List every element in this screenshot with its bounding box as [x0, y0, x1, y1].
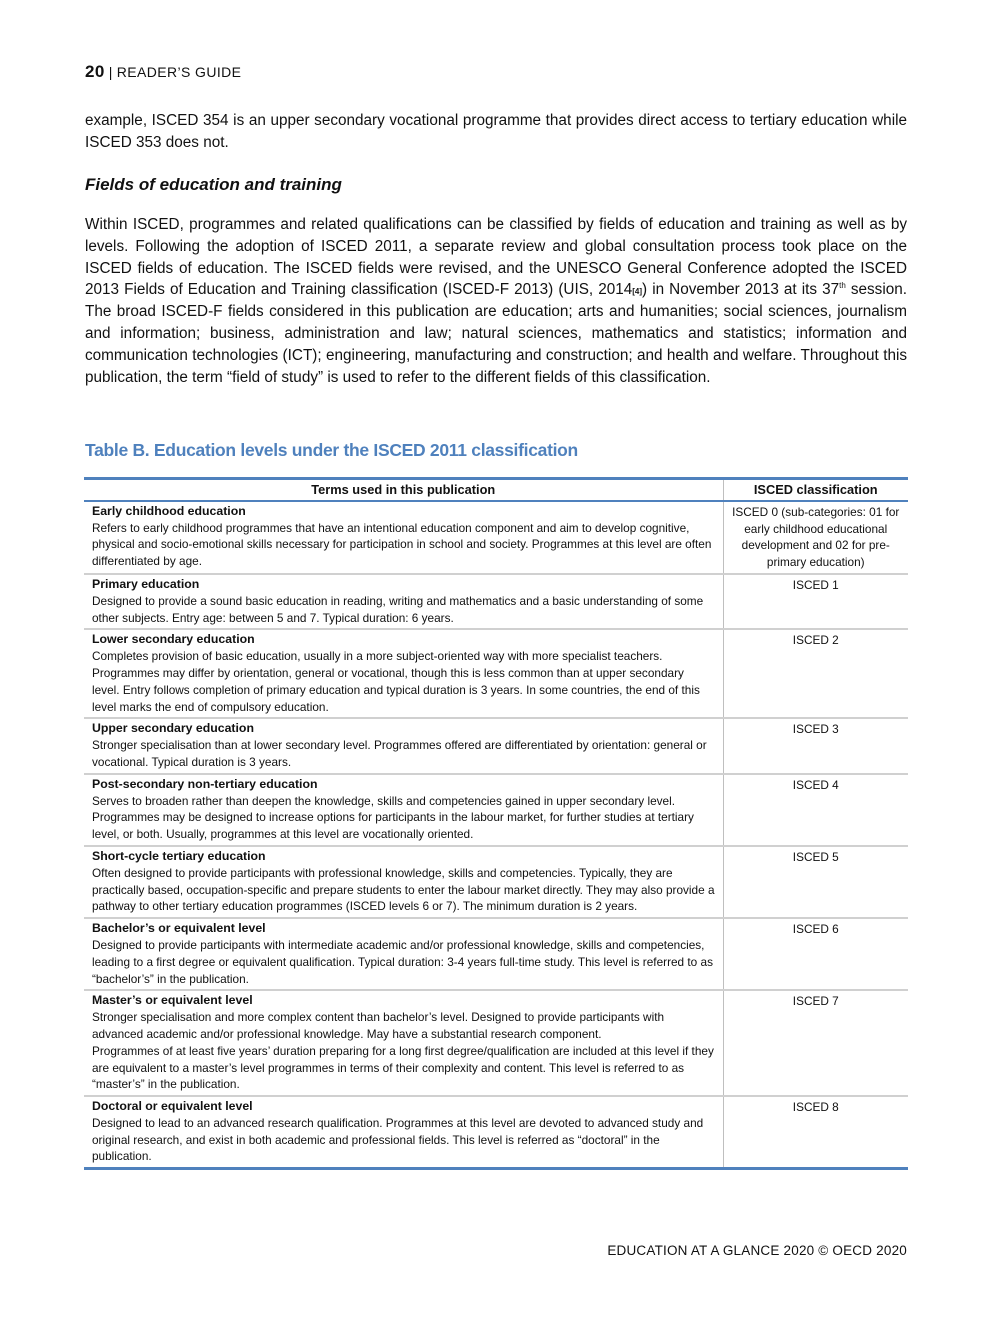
classification-cell: ISCED 3	[723, 718, 908, 773]
table-header-row	[84, 479, 908, 501]
table-row	[84, 718, 908, 773]
running-section-title: READER’S GUIDE	[116, 64, 242, 80]
term-name: Master’s or equivalent level	[92, 993, 253, 1008]
term-description: Refers to early childhood programmes that have an intentional education component and aim to develop cognitive, physical and socio-emotional skills necessary for participation in school and society. Programmes at this level are often differentiated by age.	[92, 520, 712, 569]
term-description: Designed to lead to an advanced research qualification. Programmes at this level are devoted to advanced study and original research, and exist in both academic and professional fields. This level is referred as “doctoral” in the publication.	[92, 1115, 704, 1164]
page-footer: EDUCATION AT A GLANCE 2020 © OECD 2020	[607, 1243, 907, 1258]
table-row	[84, 629, 908, 718]
term-description-extra: Programmes of at least five years’ duration preparing for a long first degree/qualification are included at this level if they are equivalent to a master’s level programmes in terms of their complexity and content. This level is referred to as “master’s” in the publication.	[92, 1043, 714, 1092]
page-number: 20	[85, 62, 105, 81]
term-cell	[84, 846, 723, 918]
classification-cell: ISCED 8	[792, 1100, 839, 1115]
term-cell	[84, 990, 723, 1096]
term-description: Designed to provide participants with intermediate academic and/or professional knowledge, skills and competencies, leading to a first degree or equivalent qualification. Typical duration: 3-4 years full-time study. This level is referred to as “bachelor’s” in the publication.	[92, 937, 713, 986]
classification-cell: ISCED 0 (sub-categories: 01 for early childhood educational development and 02 for pre-primary education)	[723, 501, 908, 574]
table-row	[84, 574, 908, 629]
column-header-classification: ISCED classification	[723, 479, 908, 501]
term-name: Bachelor’s or equivalent level	[92, 921, 266, 936]
term-cell	[84, 574, 723, 629]
term-cell	[84, 774, 723, 846]
term-name: Upper secondary education	[92, 721, 254, 736]
table-row	[84, 774, 908, 846]
term-name: Primary education	[92, 576, 200, 591]
table-row	[84, 846, 908, 918]
table-row	[84, 501, 908, 574]
term-cell	[84, 1096, 723, 1169]
table-row	[84, 1096, 908, 1169]
classification-cell: ISCED 5	[723, 846, 908, 918]
fields-paragraph	[85, 214, 907, 388]
term-description: Serves to broaden rather than deepen the knowledge, skills and competencies gained in upper secondary level. Programmes may be designed to increase options for participants in the labour market, for further studies at tertiary level, or both. Usually, programmes at this level are vocationally oriented.	[92, 793, 694, 842]
classification-cell: ISCED 6	[723, 918, 908, 990]
term-name: Short-cycle tertiary education	[92, 848, 266, 863]
reference-marker: [4]	[632, 287, 643, 297]
fields-paragraph-part2: ) in November 2013 at its 37	[642, 281, 840, 299]
intro-paragraph: example, ISCED 354 is an upper secondary vocational programme that provides direct access to tertiary education while ISCED 353 does not.	[85, 112, 907, 151]
fields-paragraph-part3: session. The broad ISCED-F fields considered in this publication are education; arts and humanities; social sciences, journalism and information; business, administration and law; natural sciences, mathematics and statistics; information and communication technologies (ICT); engineering, manufacturing and construction; and health and welfare. Throughout this publication, the term “field of study” is used to refer to the different fields of this classification.	[85, 281, 907, 386]
term-description: Completes provision of basic education, usually in a more subject-oriented way with more specialist teachers. Programmes may differ by orientation, general or vocational, though this is less common than at upper secondary level. Entry follows completion of primary education and typical duration is 3 years. In some countries, the end of this level marks the end of compulsory education.	[92, 649, 700, 714]
classification-cell: ISCED 1	[723, 574, 908, 629]
ordinal-suffix: th	[839, 281, 846, 291]
term-cell	[84, 629, 723, 718]
term-name: Early childhood education	[92, 503, 246, 518]
term-cell	[84, 718, 723, 773]
classification-cell: ISCED 4	[723, 774, 908, 846]
term-name: Post-secondary non-tertiary education	[92, 776, 318, 791]
section-heading: Fields of education and training	[85, 175, 342, 194]
classification-cell: ISCED 2	[723, 629, 908, 718]
term-name: Lower secondary education	[92, 632, 255, 647]
term-name: Doctoral or equivalent level	[92, 1099, 253, 1114]
page-header	[85, 62, 241, 82]
term-description: Stronger specialisation than at lower secondary level. Programmes offered are differentiated by orientation: general or vocational. Typical duration is 3 years.	[92, 738, 707, 769]
classification-cell: ISCED 7	[723, 990, 908, 1096]
isced-levels-table	[84, 477, 908, 1170]
term-cell	[84, 918, 723, 990]
term-description: Stronger specialisation and more complex content than bachelor’s level. Designed to provide participants with advanced academic and/or professional knowledge. May have a substantial research component.	[92, 1010, 665, 1041]
table-row	[84, 990, 908, 1096]
fields-paragraph-part1: Within ISCED, programmes and related qualifications can be classified by fields of education and training as well as by levels. Following the adoption of ISCED 2011, a separate review and global consultation process took place on the ISCED fields of education. The ISCED fields were revised, and the UNESCO General Conference adopted the ISCED 2013 Fields of Education and Training classification (ISCED-F 2013) (UIS, 2014	[85, 216, 907, 299]
table-row	[84, 918, 908, 990]
term-cell	[84, 501, 723, 574]
term-description: Designed to provide a sound basic education in reading, writing and mathematics and a basic understanding of some other subjects. Entry age: between 5 and 7. Typical duration: 6 years.	[92, 593, 704, 625]
header-separator: |	[108, 64, 113, 80]
table-title: Table B. Education levels under the ISCED 2011 classification	[85, 440, 578, 460]
term-description: Often designed to provide participants with professional knowledge, skills and competencies. Typically, they are practically based, occupation-specific and prepare students to enter the labour market directly. They may also provide a pathway to other tertiary education programmes (ISCED levels 6 or 7). The minimum duration is 2 years.	[92, 865, 715, 914]
column-header-terms: Terms used in this publication	[84, 479, 723, 501]
